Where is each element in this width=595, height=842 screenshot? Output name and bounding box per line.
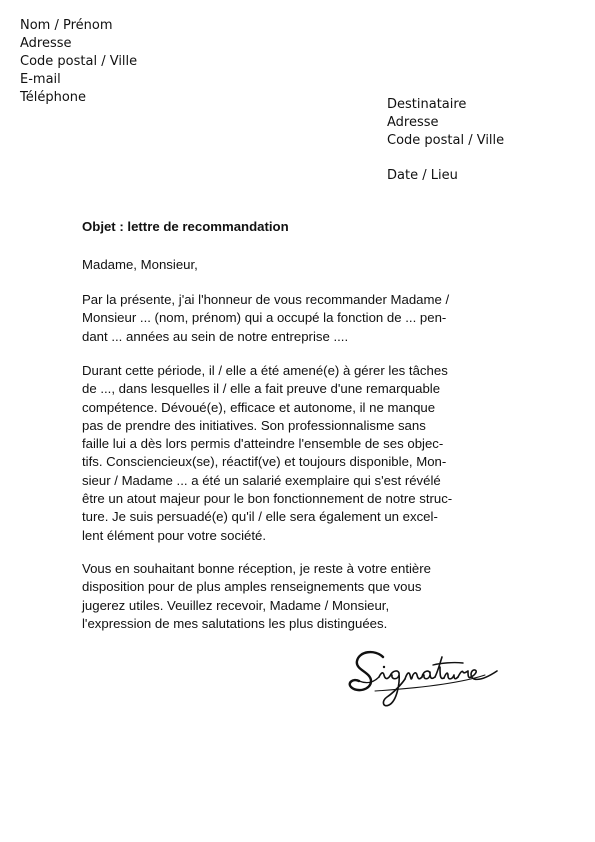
paragraph-line: pas de prendre des initiatives. Son professionnalisme sans: [82, 417, 426, 433]
paragraph-line: ture. Je suis persuadé(e) qu'il / elle sera également un excel-: [82, 509, 438, 525]
sender-name: Nom / Prénom: [20, 18, 113, 33]
paragraph-line: jugerez utiles. Veuillez recevoir, Madame / Monsieur,: [82, 597, 390, 613]
paragraph-line: tifs. Consciencieux(se), réactif(ve) et toujours disponible, Mon-: [82, 454, 447, 470]
recipient-address: Adresse: [387, 115, 439, 130]
sender-postal-city: Code postal / Ville: [20, 54, 138, 69]
paragraph-line: Vous en souhaitant bonne réception, je reste à votre entière: [82, 561, 431, 576]
recipient-spacer: [387, 150, 504, 167]
paragraph-closing: [82, 560, 512, 633]
sender-email: E-mail: [20, 72, 61, 87]
signature-ink: [350, 652, 497, 706]
sender-phone: Téléphone: [20, 90, 87, 105]
paragraph-line: être un atout majeur pour le bon fonctionnement de notre struc-: [82, 491, 453, 507]
paragraph-line: de ..., dans lesquelles il / elle a fait preuve d'une remarquable: [82, 381, 441, 397]
letter-subject: Objet : lettre de recommandation: [82, 219, 289, 234]
paragraph-line: faille lui a dès lors permis d'atteindre l'ensemble de ses objec-: [82, 436, 444, 452]
paragraph-body: [82, 362, 512, 545]
sender-address: Adresse: [20, 36, 72, 51]
paragraph-line: l'expression de mes salutations les plus distinguées.: [82, 615, 388, 631]
letter-salutation: Madame, Monsieur,: [82, 257, 198, 272]
recipient-name: Destinataire: [387, 97, 467, 112]
paragraph-line: disposition pour de plus amples renseignements que vous: [82, 579, 422, 595]
paragraph-line: lent élément pour votre société.: [82, 527, 266, 543]
paragraph-line: compétence. Dévoué(e), efficace et autonome, il ne manque: [82, 399, 436, 415]
paragraph-introduction: [82, 291, 512, 346]
paragraph-line: Monsieur ... (nom, prénom) qui a occupé la fonction de ... pen-: [82, 310, 447, 326]
paragraph-line: sieur / Madame ... a été un salarié exemplaire qui s'est révélé: [82, 472, 441, 488]
recipient-postal-city: Code postal / Ville: [387, 133, 505, 148]
date-place: Date / Lieu: [387, 168, 458, 183]
paragraph-line: dant ... années au sein de notre entreprise ....: [82, 328, 349, 344]
paragraph-line: Durant cette période, il / elle a été amené(e) à gérer les tâches: [82, 363, 448, 378]
recipient-block: [387, 96, 504, 185]
sender-block: [20, 17, 137, 107]
paragraph-line: Par la présente, j'ai l'honneur de vous recommander Madame /: [82, 292, 450, 307]
handwritten-signature: [345, 645, 505, 711]
